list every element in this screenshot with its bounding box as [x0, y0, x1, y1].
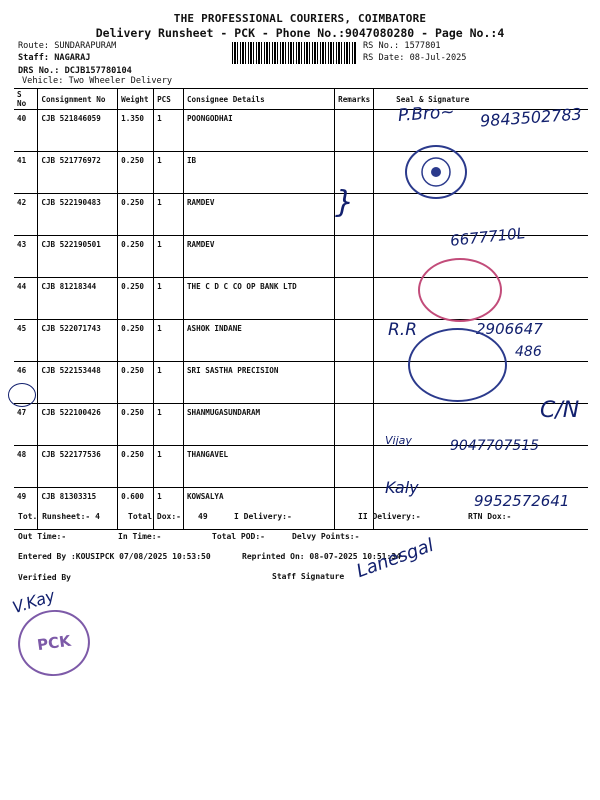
cell-sno: 40: [14, 110, 38, 152]
table-header-row: [14, 89, 588, 110]
cell-sno: 48: [14, 446, 38, 488]
cell-remarks: [335, 110, 374, 152]
cell-remarks: [335, 362, 374, 404]
cell-consignment: CJB 522190501: [38, 236, 118, 278]
entered-by: Entered By :KOUSIPCK 07/08/2025 10:53:50: [18, 552, 211, 561]
cell-sno: 41: [14, 152, 38, 194]
handwritten-phone-48: 9047707515: [450, 438, 540, 454]
handwritten-sign-48: Vijay: [385, 434, 412, 447]
cell-consignee: SHANMUGASUNDARAM: [183, 404, 334, 446]
stamp-41-emblem-icon: [407, 147, 465, 197]
col-seal-signature: Seal & Signature: [374, 89, 588, 110]
handwritten-sign-49: Kaly: [385, 478, 419, 497]
total-dox-label: Total Dox:-: [128, 512, 181, 521]
cell-consignment: CJB 521776972: [38, 152, 118, 194]
reprinted-on: Reprinted On: 08-07-2025 10:51:34: [242, 552, 401, 561]
handwritten-phone-49: 9952572641: [474, 492, 570, 510]
cell-consignment: CJB 522153448: [38, 362, 118, 404]
pck-stamp: [14, 605, 94, 680]
cell-pcs: 1: [154, 236, 184, 278]
cell-sno: 43: [14, 236, 38, 278]
barcode: [232, 42, 357, 64]
cell-consignment: CJB 81218344: [38, 278, 118, 320]
cell-weight: 0.600: [118, 488, 154, 530]
cell-consignee: THANGAVEL: [183, 446, 334, 488]
col-remarks: Remarks: [335, 89, 374, 110]
cell-sno: 46: [14, 362, 38, 404]
col-sno: S No: [14, 89, 38, 110]
vehicle-label: Vehicle: Two Wheeler Delivery: [22, 76, 173, 86]
cell-pcs: 1: [154, 404, 184, 446]
cell-pcs: 1: [154, 110, 184, 152]
cell-weight: 0.250: [118, 194, 154, 236]
cell-consignee: SRI SASTHA PRECISION: [183, 362, 334, 404]
cell-consignee: IB: [183, 152, 334, 194]
cell-consignee: KOWSALYA: [183, 488, 334, 530]
cell-remarks: [335, 404, 374, 446]
cell-weight: 0.250: [118, 278, 154, 320]
cell-consignee: THE C D C CO OP BANK LTD: [183, 278, 334, 320]
cell-sno: 42: [14, 194, 38, 236]
rtn-dox-label: RTN Dox:-: [468, 512, 512, 521]
staff-signature: Lanesgal: [353, 534, 437, 583]
cell-remarks: [335, 236, 374, 278]
verified-signature: V.Kay: [10, 585, 58, 618]
cell-remarks: [335, 488, 374, 530]
drs-number: DRS No.: DCJB157780104: [18, 66, 132, 76]
cell-pcs: 1: [154, 362, 184, 404]
stamp-46: [408, 328, 507, 402]
cell-consignment: CJB 522100426: [38, 404, 118, 446]
out-time-label: Out Time:-: [18, 532, 67, 541]
cell-weight: 0.250: [118, 320, 154, 362]
delvy-points-label: Delvy Points:-: [292, 532, 360, 541]
runsheet-title: Delivery Runsheet - PCK - Phone No.:9047080280 - Page No.:4: [95, 26, 505, 40]
cell-consignment: CJB 522177536: [38, 446, 118, 488]
tot-runsheet: Tot. Runsheet:- 4: [18, 512, 100, 521]
stamp-41: [405, 145, 467, 199]
cell-sno: 44: [14, 278, 38, 320]
col-weight: Weight: [118, 89, 154, 110]
in-time-label: In Time:-: [118, 532, 162, 541]
cell-pcs: 1: [154, 488, 184, 530]
table-row: [14, 152, 588, 194]
handwritten-number-46: 486: [515, 344, 542, 360]
handwritten-phone-40: 9843502783: [479, 104, 583, 131]
cell-weight: 1.350: [118, 110, 154, 152]
cell-weight: 0.250: [118, 446, 154, 488]
handwritten-sign-45: R.R: [388, 320, 418, 340]
handwritten-cn-47: C/N: [540, 398, 580, 423]
cell-sno: 47: [14, 404, 38, 446]
cell-pcs: 1: [154, 278, 184, 320]
cell-consignee: ASHOK INDANE: [183, 320, 334, 362]
handwritten-number-45: 2906647: [476, 320, 543, 338]
total-dox-value: 49: [198, 512, 208, 521]
rs-number: RS No.: 1577801: [363, 41, 441, 51]
total-pod-label: Total POD:-: [212, 532, 265, 541]
i-delivery-label: I Delivery:-: [234, 512, 292, 521]
handwritten-bracket-42-43: }: [335, 185, 355, 220]
handwritten-number-44: 6677710L: [449, 224, 526, 250]
rs-date: RS Date: 08-Jul-2025: [363, 53, 467, 63]
staff-signature-label: Staff Signature: [272, 572, 345, 581]
route-label: Route: SUNDARAPURAM: [18, 41, 117, 51]
cell-weight: 0.250: [118, 362, 154, 404]
handwritten-sign-40: P.Bro~: [397, 102, 456, 126]
cell-weight: 0.250: [118, 236, 154, 278]
cell-remarks: [335, 278, 374, 320]
stamp-44-bank: [418, 258, 502, 322]
col-consignment: Consignment No: [38, 89, 118, 110]
cell-consignee: RAMDEV: [183, 194, 334, 236]
table-row: [14, 278, 588, 320]
runsheet-table: [14, 88, 588, 530]
col-consignee: Consignee Details: [183, 89, 334, 110]
cell-consignee: RAMDEV: [183, 236, 334, 278]
cell-pcs: 1: [154, 446, 184, 488]
cell-consignment: CJB 81303315: [38, 488, 118, 530]
cell-consignment: CJB 521846059: [38, 110, 118, 152]
staff-label: Staff: NAGARAJ: [18, 53, 91, 63]
cell-pcs: 1: [154, 152, 184, 194]
cell-consignment: CJB 522190483: [38, 194, 118, 236]
cell-pcs: 1: [154, 194, 184, 236]
cell-sno: 45: [14, 320, 38, 362]
cell-consignment: CJB 522071743: [38, 320, 118, 362]
col-pcs: PCS: [154, 89, 184, 110]
company-title: THE PROFESSIONAL COURIERS, COIMBATORE: [173, 12, 427, 25]
cell-remarks: [335, 320, 374, 362]
circle-mark-47: [8, 383, 36, 407]
cell-pcs: 1: [154, 320, 184, 362]
cell-sno: 49: [14, 488, 38, 530]
cell-weight: 0.250: [118, 152, 154, 194]
ii-delivery-label: II Delivery:-: [358, 512, 421, 521]
cell-weight: 0.250: [118, 404, 154, 446]
cell-remarks: [335, 446, 374, 488]
verified-by-label: Verified By: [18, 573, 71, 582]
pck-stamp-text: PCK: [36, 631, 72, 655]
cell-consignee: POONGODHAI: [183, 110, 334, 152]
